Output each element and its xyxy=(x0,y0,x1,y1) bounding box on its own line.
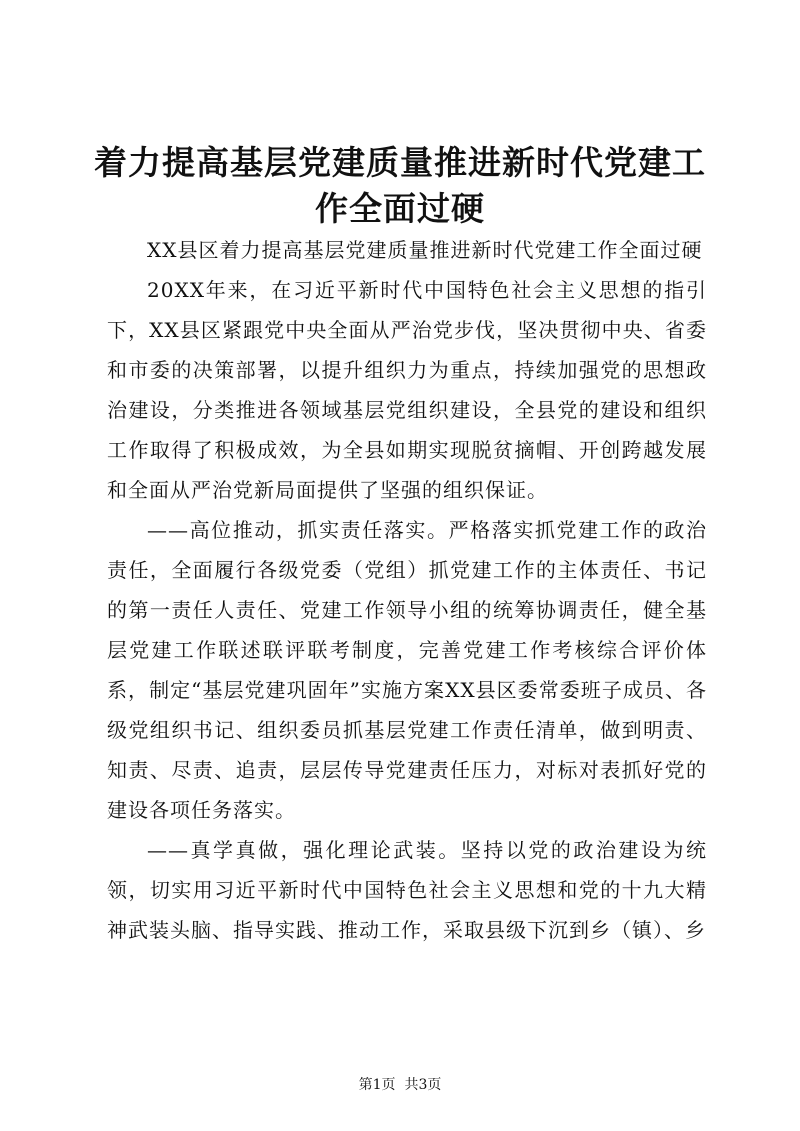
page-footer xyxy=(0,1075,800,1095)
document-body xyxy=(107,230,707,950)
paragraph-subtitle: XX县区着力提高基层党建质量推进新时代党建工作全面过硬 xyxy=(147,238,703,262)
page-total: 共3页 xyxy=(404,1077,442,1093)
paragraph-intro: 20XX年来，在习近平新时代中国特色社会主义思想的指引下，XX县区紧跟党中央全面从严治党步伐，坚决贯彻中央、省委和市委的决策部署，以提升组织力为重点，持续加强党的思想政治建设，分类推进各领域基层党组织建设，全县党的建设和组织工作取得了积极成效，为全县如期实现脱贫摘帽、开创跨越发展和全面从严治党新局面提供了坚强的组织保证。 xyxy=(107,278,707,502)
page-number: 第1页 xyxy=(358,1077,396,1093)
paragraph-theory: ——真学真做，强化理论武装。坚持以党的政治建设为统领，切实用习近平新时代中国特色社会主义思想和党的十九大精神武装头脑、指导实践、推动工作，采取县级下沉到乡（镇）、乡 xyxy=(107,838,707,942)
paragraph-responsibility: ——高位推动，抓实责任落实。严格落实抓党建工作的政治责任，全面履行各级党委（党组）抓党建工作的主体责任、书记的第一责任人责任、党建工作领导小组的统筹协调责任，健全基层党建工作联述联评联考制度，完善党建工作考核综合评价体系，制定“基层党建巩固年”实施方案XX县区委常委班子成员、各级党组织书记、组织委员抓基层党建工作责任清单，做到明责、知责、尽责、追责，层层传导党建责任压力，对标对表抓好党的建设各项任务落实。 xyxy=(107,518,707,822)
document-title: 着力提高基层党建质量推进新时代党建工作全面过硬 xyxy=(94,143,706,228)
